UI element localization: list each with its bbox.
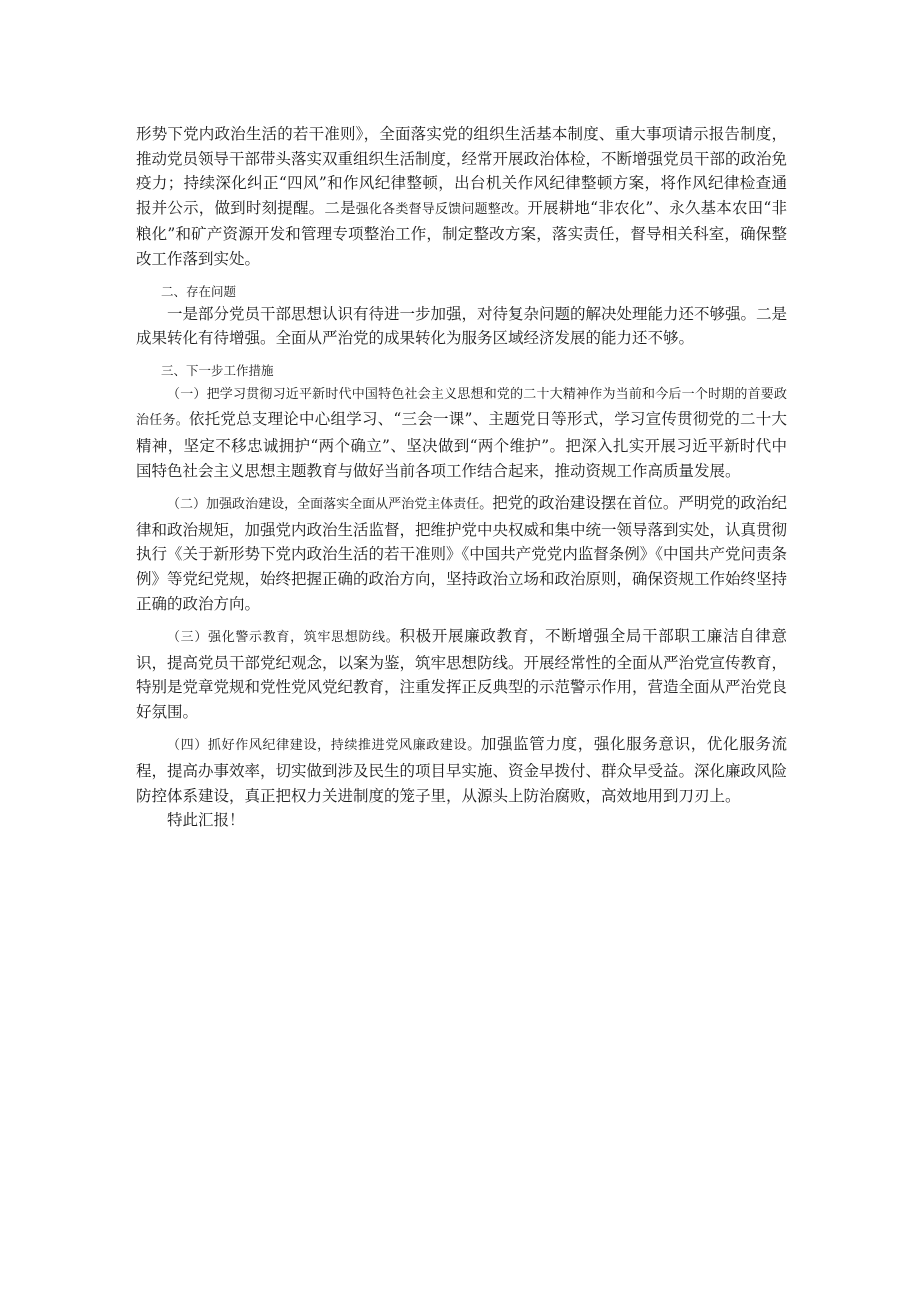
measure-body-4: 加强监管力度，强化服务意识，优化服务流程，提高办事效率，切实做到涉及民生的项目早实施、资金早拨付、群众早受益。深化廉政风险防控体系建设，真正把权力关进制度的笼子里，从源头上防治腐败，高效地用到刀刃上。 <box>136 735 788 805</box>
intro-text-part1: 形势下党内政治生活的若干准则》，全面落实党的组织生活基本制度、重大事项请示报告制度，推动党员领导干部带头落实双重组织生活制度，经常开展政治体检，不断增强党员干部的政治免疫力；持续深化纠正“四风”和作风纪律整顿，出台机关作风纪律整顿方案，将作风纪律检查通报并公示，做到时刻提醒。二是 <box>136 125 788 217</box>
measure-paragraph-3 <box>136 624 787 724</box>
intro-paragraph <box>136 122 787 272</box>
section-heading-problems: 二、存在问题 <box>161 283 237 299</box>
measure-body-3: 积极开展廉政教育，不断增强全局干部职工廉洁自律意识，提高党员干部党纪观念，以案为鉴，筑牢思想防线。开展经常性的全面从严治党宣传教育，特别是党章党规和党性党风党纪教育，注重发挥正反典型的示范警示作用，营造全面从严治党良好氛围。 <box>136 627 788 721</box>
intro-lead-phrase: 强化各类督导反馈问题整改。 <box>355 201 528 217</box>
measure-paragraph-2 <box>136 491 787 616</box>
document-page <box>136 122 787 833</box>
measure-lead-3: （三）强化警示教育，筑牢思想防线。 <box>167 630 400 646</box>
measure-paragraph-4 <box>136 732 787 808</box>
measure-body-2: 把党的政治建设摆在首位。严明党的政治纪律和政治规矩，加强党内政治生活监督，把维护党中央权威和集中统一领导落到实处，认真贯彻执行《关于新形势下党内政治生活的若干准则》《中国共产党党内监督条例》《中国共产党问责条例》等党纪党规，始终把握正确的政治方向，坚持政治立场和政治原则，确保资规工作始终坚持正确的政治方向。 <box>136 494 788 613</box>
measure-paragraph-1 <box>136 381 787 483</box>
measure-lead-1: （一）把学习贯彻习近平新时代中国特色社会主义思想和党的二十大精神作为当前和今后一个时期的首要政治任务。 <box>136 386 787 429</box>
intro-text-part2: 开展耕地“非农化”、永久基本农田“非粮化”和矿产资源开发和管理专项整治工作，制定整改方案，落实责任，督导相关科室，确保整改工作落到实处。 <box>136 198 787 268</box>
measure-body-1: 依托党总支理论中心组学习、“三会一课”、主题党日等形式，学习宣传贯彻党的二十大精神，坚定不移忠诚拥护“两个确立”、坚决做到“两个维护”。把深入扎实开展习近平新时代中国特色社会主义思想主题教育与做好当前各项工作结合起来，推动资规工作高质量发展。 <box>136 410 787 480</box>
problems-paragraph: 一是部分党员干部思想认识有待进一步加强，对待复杂问题的解决处理能力还不够强。二是成果转化有待增强。全面从严治党的成果转化为服务区域经济发展的能力还不够。 <box>136 304 788 348</box>
measure-lead-2: （二）加强政治建设，全面落实全面从严治党主体责任。 <box>167 497 493 513</box>
closing-line: 特此汇报！ <box>167 811 245 830</box>
measure-lead-4: （四）抓好作风纪律建设，持续推进党风廉政建设。 <box>167 738 481 754</box>
section-heading-next-steps: 三、下一步工作措施 <box>161 362 274 378</box>
